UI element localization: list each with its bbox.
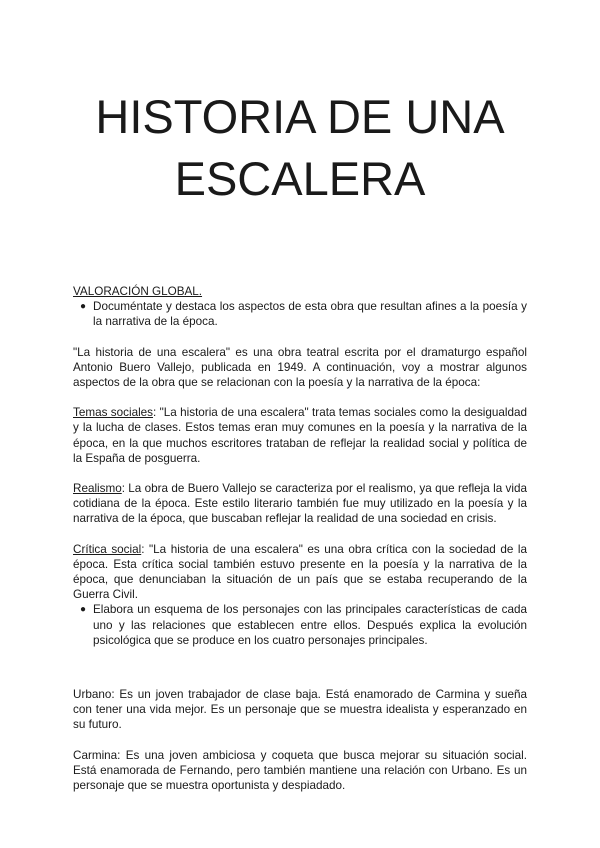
question-item (73, 299, 527, 329)
critica-text: : "La historia de una escalera" es una obra crítica con la sociedad de la época. Esta crítica social también estuvo presente en la poesía y la narrativa de la época, que denunciaban la situación de un país que se estaba recuperando de la Guerra Civil. (73, 542, 527, 602)
bullet-icon: ● (80, 301, 87, 313)
realismo-text: : La obra de Buero Vallejo se caracteriza por el realismo, ya que refleja la vida cotidiana de la época. Este estilo literario también fue muy utilizado en la poesía y la narrativa de la época, que buscaban reflejar la realidad de una sociedad en crisis. (73, 482, 527, 526)
realismo-paragraph (73, 481, 527, 527)
question-list-2 (73, 602, 527, 648)
realismo-label: Realismo (73, 482, 122, 496)
document-title: HISTORIA DE UNA ESCALERA (95, 90, 505, 205)
carmina-paragraph: Carmina: Es una joven ambiciosa y coqueta que busca mejorar su situación social. Está enamorada de Fernando, pero también mantiene una relación con Urbano. Es un personaje que se muestra oportunista y despiadado. (73, 748, 527, 793)
critica-paragraph (73, 542, 527, 603)
temas-label: Temas sociales (73, 406, 154, 420)
bullet-icon: ● (80, 604, 87, 616)
question-text: Documéntate y destaca los aspectos de esta obra que resultan afines a la poesía y la narrativa de la época. (93, 300, 527, 329)
critica-label: Crítica social (73, 542, 142, 556)
section-heading: VALORACIÓN GLOBAL. (73, 285, 203, 298)
question-item (73, 602, 527, 648)
intro-paragraph: "La historia de una escalera" es una obra teatral escrita por el dramaturgo español Antonio Buero Vallejo, publicada en 1949. A continuación, voy a mostrar algunos aspectos de la obra que se relacionan con la poesía y la narrativa de la época: (73, 345, 527, 390)
urbano-paragraph: Urbano: Es un joven trabajador de clase baja. Está enamorado de Carmina y sueña con tener una vida mejor. Es un personaje que se muestra idealista y esperanzado en su futuro. (73, 688, 527, 732)
question-text: Elabora un esquema de los personajes con las principales características de cada uno y las relaciones que establecen entre ellos. Después explica la evolución psicológica que se produce en los cuatro personajes principales. (93, 603, 527, 647)
question-list-1 (73, 299, 527, 329)
document-body (73, 284, 527, 793)
temas-paragraph (73, 405, 527, 466)
temas-text: : "La historia de una escalera" trata temas sociales como la desigualdad y la lucha de clases. Estos temas eran muy comunes en la poesía y la narrativa de la época, en la que muchos escritores trataban de reflejar la realidad social y política de la España de posguerra. (73, 406, 527, 465)
